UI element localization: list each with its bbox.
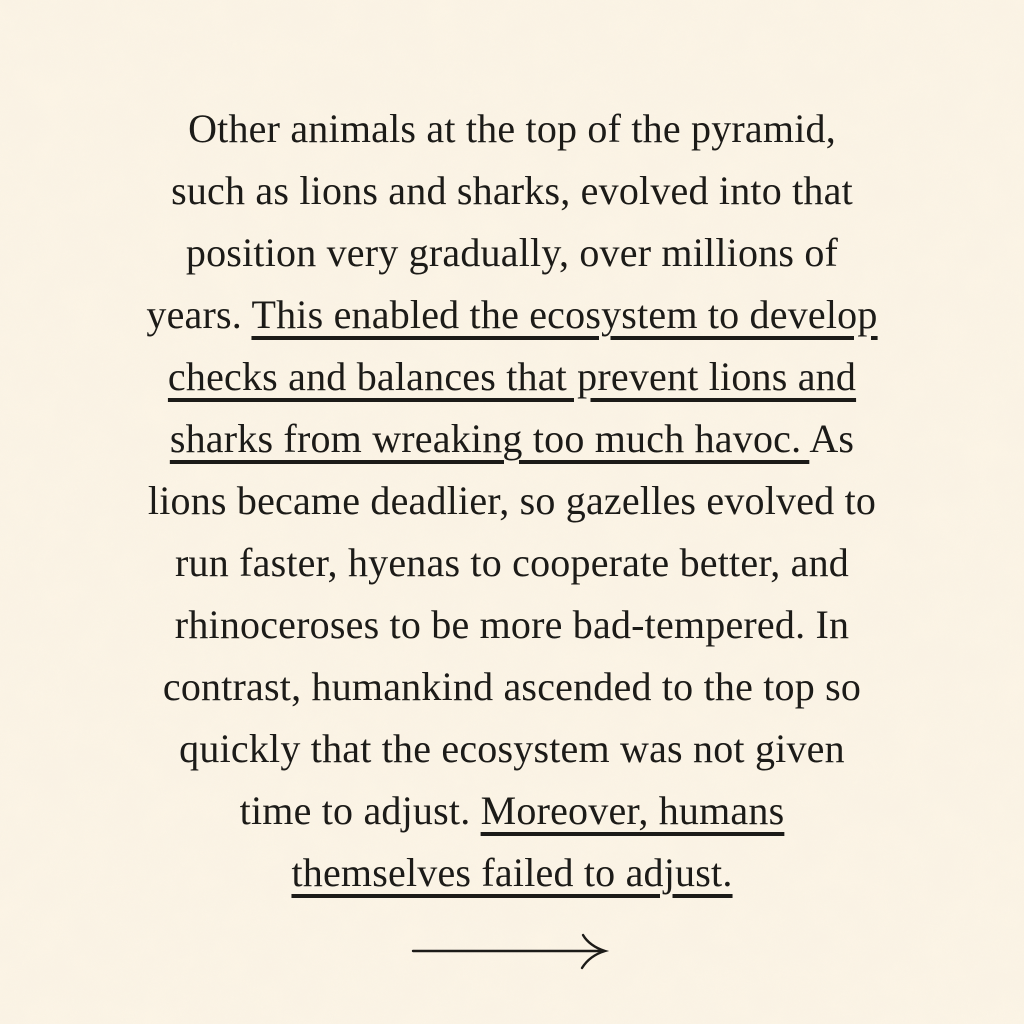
- quote-text-segment: As: [809, 416, 855, 461]
- quote-text-segment: Other animals at the top of the pyramid,: [188, 106, 836, 151]
- quote-line: [0, 346, 1024, 408]
- quote-text-segment: such as lions and sharks, evolved into that: [171, 168, 853, 213]
- quote-text-underlined: Moreover, humans: [480, 788, 785, 833]
- quote-line: [0, 470, 1024, 532]
- quote-text-segment: lions became deadlier, so gazelles evolved to: [147, 478, 877, 523]
- quote-line: [0, 594, 1024, 656]
- quote-line: [0, 718, 1024, 780]
- quote-line: [0, 284, 1024, 346]
- quote-line: [0, 532, 1024, 594]
- quote-text-segment: run faster, hyenas to cooperate better, and: [175, 540, 849, 585]
- quote-line: [0, 408, 1024, 470]
- quote-text-underlined: checks and balances that prevent lions and: [167, 354, 857, 399]
- quote-line: [0, 842, 1024, 904]
- quote-text-segment: quickly that the ecosystem was not given: [179, 726, 845, 771]
- next-arrow-icon: [0, 930, 1024, 972]
- quote-line: [0, 160, 1024, 222]
- quote-text-segment: contrast, humankind ascended to the top so: [162, 664, 862, 709]
- quote-line: [0, 98, 1024, 160]
- quote-text-underlined: This enabled the ecosystem to develop: [251, 292, 878, 337]
- quote-text-underlined: sharks from wreaking too much havoc.: [169, 416, 810, 461]
- quote-text-underlined: themselves failed to adjust.: [291, 850, 733, 895]
- quote-text-segment: rhinoceroses to be more bad-tempered. In: [174, 602, 850, 647]
- quote-line: [0, 222, 1024, 284]
- quote-line: [0, 780, 1024, 842]
- quote-text-segment: time to adjust.: [239, 788, 481, 833]
- quote-line: [0, 656, 1024, 718]
- quote-text-segment: position very gradually, over millions of: [185, 230, 839, 275]
- quote-text-segment: years.: [146, 292, 252, 337]
